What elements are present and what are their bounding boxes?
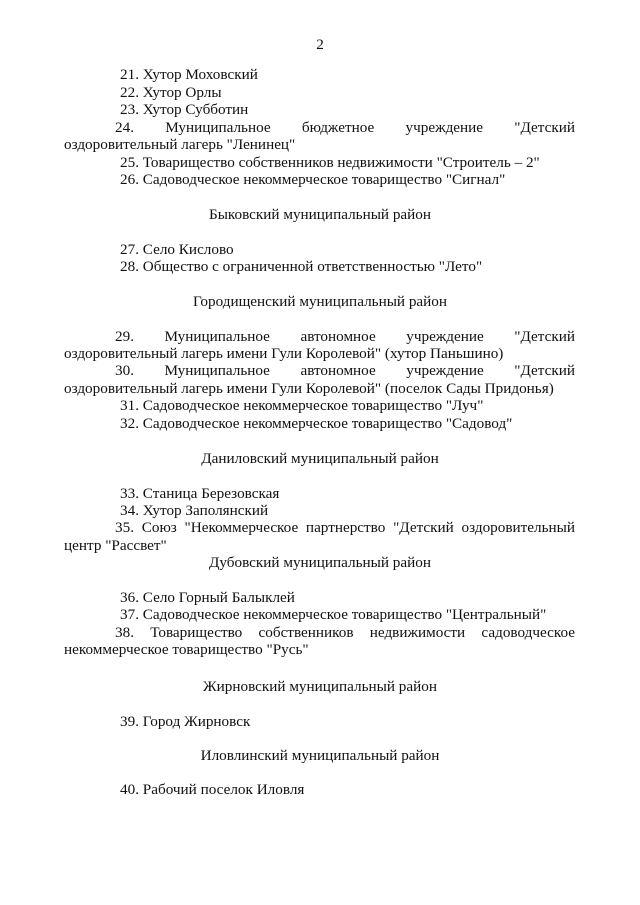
list-item-29-line2: оздоровительный лагерь имени Гули Королевой" (хутор Паньшино) <box>64 345 504 362</box>
list-item-37: 37. Садоводческое некоммерческое товарищество "Центральный" <box>120 606 547 623</box>
district-heading-gorodishchensky: Городищенский муниципальный район <box>192 293 448 310</box>
district-heading-danilovsky: Даниловский муниципальный район <box>201 450 439 467</box>
list-item-28: 28. Общество с ограниченной ответственностью "Лето" <box>120 258 483 275</box>
list-item-33: 33. Станица Березовская <box>120 485 280 502</box>
list-item-26: 26. Садоводческое некоммерческое товарищество "Сигнал" <box>120 171 506 188</box>
list-item-30-line1: 30. Муниципальное автономное учреждение "Детский <box>115 362 575 379</box>
district-heading-ilovlinsky: Иловлинский муниципальный район <box>200 747 440 764</box>
list-item-32: 32. Садоводческое некоммерческое товарищество "Садовод" <box>120 415 513 432</box>
list-item-36: 36. Село Горный Балыклей <box>120 589 295 606</box>
list-item-31: 31. Садоводческое некоммерческое товарищество "Луч" <box>120 397 484 414</box>
list-item-22: 22. Хутор Орлы <box>120 84 222 101</box>
district-heading-dubovsky: Дубовский муниципальный район <box>209 554 431 571</box>
list-item-29-line1: 29. Муниципальное автономное учреждение "Детский <box>115 328 575 345</box>
list-item-27: 27. Село Кислово <box>120 241 234 258</box>
list-item-24-line2: оздоровительный лагерь "Ленинец" <box>64 136 296 153</box>
list-item-38-line2: некоммерческое товарищество "Русь" <box>64 641 309 658</box>
list-item-21: 21. Хутор Моховский <box>120 66 258 83</box>
district-heading-zhirnovsky: Жирновский муниципальный район <box>203 678 437 695</box>
list-item-38-line1: 38. Товарищество собственников недвижимости садоводческое <box>115 624 575 641</box>
list-item-40: 40. Рабочий поселок Иловля <box>120 781 305 798</box>
list-item-30-line2: оздоровительный лагерь имени Гули Королевой" (поселок Сады Придонья) <box>64 380 554 397</box>
list-item-35-line2: центр "Рассвет" <box>64 537 167 554</box>
district-heading-bykovsky: Быковский муниципальный район <box>208 206 432 223</box>
list-item-35-line1: 35. Союз "Некоммерческое партнерство "Детский оздоровительный <box>115 519 575 536</box>
list-item-34: 34. Хутор Заполянский <box>120 502 269 519</box>
page-number: 2 <box>316 36 324 53</box>
list-item-23: 23. Хутор Субботин <box>120 101 249 118</box>
list-item-25: 25. Товарищество собственников недвижимости "Строитель – 2" <box>120 154 540 171</box>
list-item-39: 39. Город Жирновск <box>120 713 251 730</box>
list-item-24-line1: 24. Муниципальное бюджетное учреждение "Детский <box>115 119 575 136</box>
